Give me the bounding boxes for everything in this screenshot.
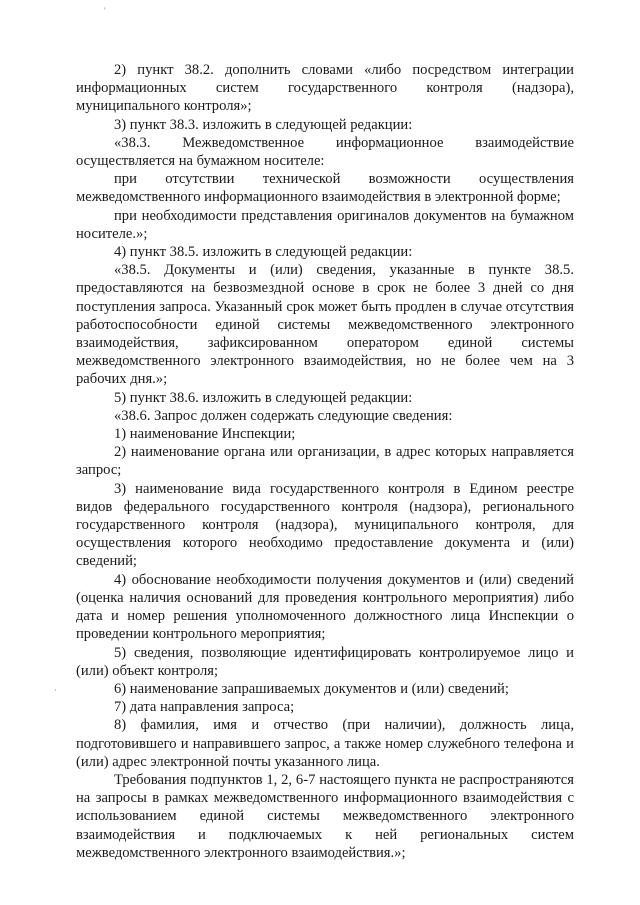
paragraph-38-6-intro: «38.6. Запрос должен содержать следующие сведения: [114, 407, 453, 424]
scan-mark: ' [104, 6, 106, 16]
paragraph-item-5: 5) пункт 38.6. изложить в следующей редакции: [114, 389, 413, 406]
list-item-2: 2) наименование органа или организации, в адрес которых направляется запрос; [76, 444, 574, 479]
paragraph-38-5: «38.5. Документы и (или) сведения, указанные в пункте 38.5. предоставляются на безвозмездной основе в срок не более 3 дней со дня поступления запроса. Указанный срок может быть продлен в случае отсутствия работоспособности единой системы межведомственного электронного взаимодействия, зафиксированном оператором единой системы межведомственного электронного взаимодействия, но не более чем на 3 рабочих дня.»; [76, 262, 574, 388]
paragraph-38-3-case-2: при необходимости представления оригиналов документов на бумажном носителе.»; [76, 207, 574, 242]
list-item-7: 7) дата направления запроса; [114, 699, 295, 716]
scan-mark: · [54, 685, 57, 695]
list-item-4: 4) обоснование необходимости получения документов и (или) сведений (оценка наличия оснований для проведения контрольного мероприятия) либо дата и номер решения уполномоченного должностного лица Инспекции о проведении контрольного мероприятия; [76, 571, 574, 643]
paragraph-38-3-intro: «38.3. Межведомственное информационное взаимодействие осуществляется на бумажном носителе: [76, 134, 574, 170]
list-item-8: 8) фамилия, имя и отчество (при наличии), должность лица, подготовившего и направившего запрос, а также номер служебного телефона и (или) адрес электронной почты указанного лица. [76, 717, 574, 770]
paragraph-38-3-case-1: при отсутствии технической возможности осуществления межведомственного информационного взаимодействия в электронной форме; [76, 171, 574, 206]
list-item-6: 6) наименование запрашиваемых документов и (или) сведений; [114, 680, 509, 697]
paragraph-item-2: 2) пункт 38.2. дополнить словами «либо посредством интеграции информационных систем государственного контроля (надзора), муниципального контроля»; [76, 62, 574, 115]
document-body [76, 61, 574, 862]
list-item-3: 3) наименование вида государственного контроля в Едином реестре видов федерального государственного контроля (надзора), регионального государственного контроля (надзора), муниципального контроля, для осуществления которого необходимо предоставление документа и (или) сведений; [76, 480, 574, 570]
list-item-1: 1) наименование Инспекции; [114, 426, 296, 443]
list-item-5: 5) сведения, позволяющие идентифицировать контролируемое лицо и (или) объект контроля; [76, 644, 574, 679]
paragraph-requirements: Требования подпунктов 1, 2, 6-7 настоящего пункта не распространяются на запросы в рамках межведомственного информационного взаимодействия с использованием единой системы межведомственного электронного взаимодействия и подключаемых к ней региональных систем межведомственного электронного взаимодействия.»; [76, 771, 574, 861]
paragraph-item-4: 4) пункт 38.5. изложить в следующей редакции: [114, 244, 413, 261]
paragraph-item-3: 3) пункт 38.3. изложить в следующей редакции: [114, 116, 413, 133]
